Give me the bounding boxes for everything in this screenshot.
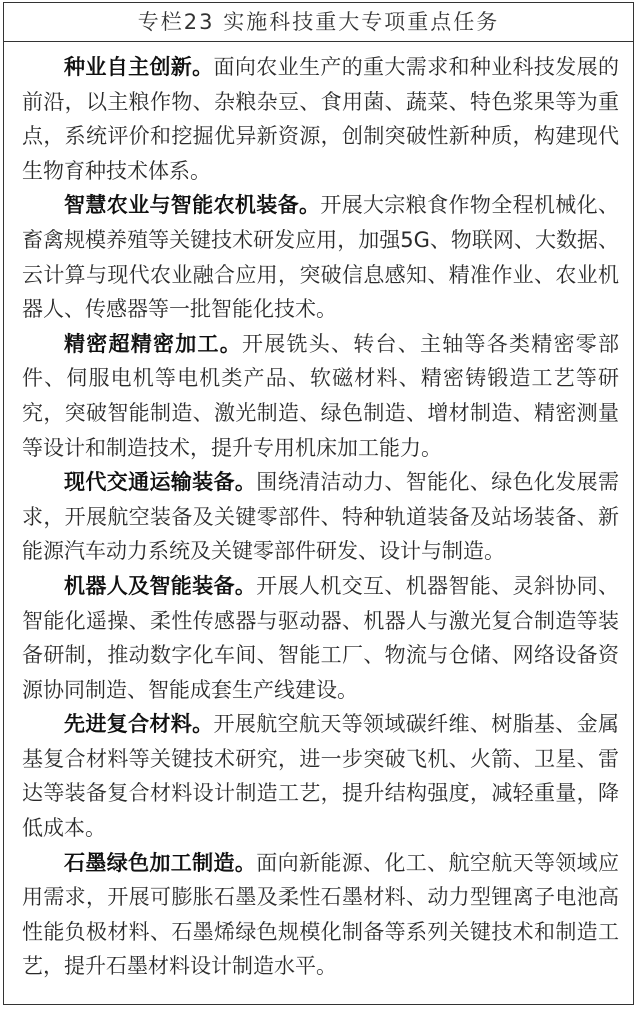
task-text: 开展铣头、转台、主轴等各类精密零部件、伺服电机等电机类产品、软磁材料、精密铸锻造工艺等研究，突破智能制造、激光制造、绿色制造、增材制造、精密测量等设计和制造技术，提升专用机床加工能力。 (22, 331, 619, 460)
task-item-graphite (22, 846, 619, 984)
feature-box (3, 2, 634, 1005)
box-title: 专栏23 实施科技重大专项重点任务 (4, 3, 633, 42)
task-text: 面向新能源、化工、航空航天等领域应用需求，开展可膨胀石墨及柔性石墨材料、动力型锂离子电池高性能负极材料、石墨烯绿色规模化制备等系列关键技术和制造工艺，提升石墨材料设计制造水平。 (22, 850, 620, 979)
task-item-precision-machining (22, 327, 619, 465)
task-text: 围绕清洁动力、智能化、绿色化发展需求，开展航空装备及关键零部件、特种轨道装备及站场装备、新能源汽车动力系统及关键零部件研发、设计与制造。 (22, 470, 620, 564)
task-text: 开展航空航天等领域碳纤维、树脂基、金属基复合材料等关键技术研究，进一步突破飞机、火箭、卫星、雷达等装备复合材料设计制造工艺，提升结构强度，减轻重量，降低成本。 (22, 712, 620, 841)
box-body (4, 42, 633, 984)
task-item-transport-equipment (22, 465, 619, 569)
task-item-seed (22, 50, 619, 188)
task-text: 开展大宗粮食作物全程机械化、畜禽规模养殖等关键技术研发应用，加强5G、物联网、大数据、云计算与现代农业融合应用，突破信息感知、精准作业、农业机器人、传感器等一批智能化技术。 (22, 193, 620, 322)
task-heading: 先进复合材料。 (64, 712, 214, 737)
task-heading: 智慧农业与智能农机装备。 (64, 193, 321, 218)
task-heading: 现代交通运输装备。 (64, 470, 257, 495)
task-heading: 机器人及智能装备。 (64, 573, 257, 598)
task-heading: 种业自主创新。 (64, 55, 214, 79)
task-heading: 精密超精密加工。 (64, 331, 242, 356)
task-text: 面向农业生产的重大需求和种业科技发展的前沿，以主粮作物、杂粮杂豆、食用菌、蔬菜、特色浆果等为重点，系统评价和挖掘优异新资源，创制突破性新种质，构建现代生物育种技术体系。 (22, 55, 620, 183)
task-text: 开展人机交互、机器智能、灵斜协同、智能化遥操、柔性传感器与驱动器、机器人与激光复合制造等装备研制，推动数字化车间、智能工厂、物流与仓储、网络设备资源协同制造、智能成套生产线建设。 (22, 573, 620, 702)
task-item-robotics (22, 569, 619, 707)
task-item-composites (22, 707, 619, 845)
task-item-smart-agriculture (22, 188, 619, 326)
task-heading: 石墨绿色加工制造。 (64, 850, 257, 875)
